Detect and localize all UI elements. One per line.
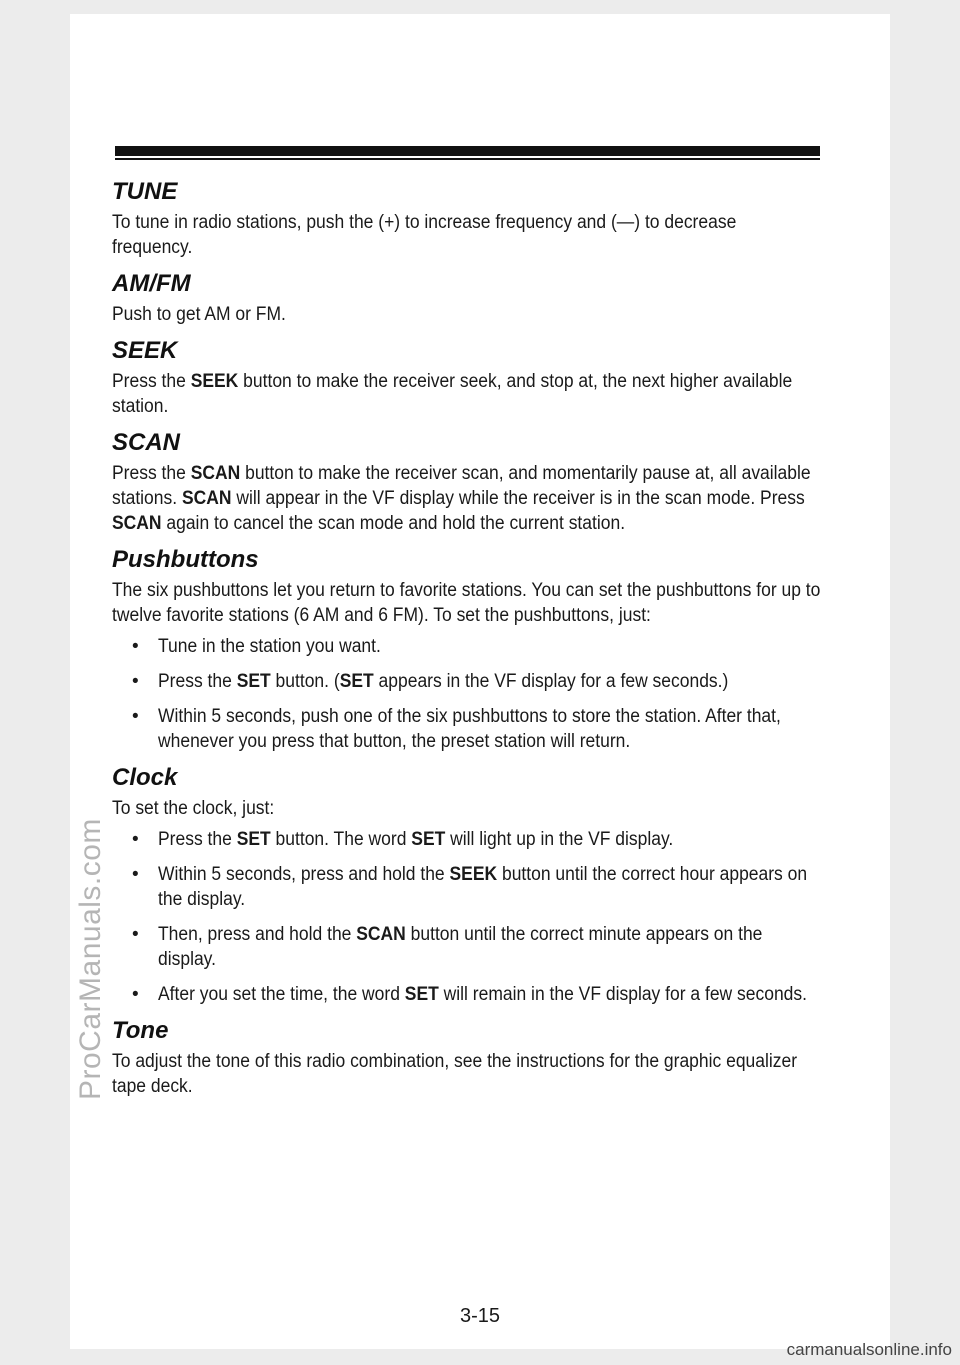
list-item: • Tune in the station you want. xyxy=(132,636,381,657)
section-body: Press the SEEK button to make the receiver seek, and stop at, the next higher available station. xyxy=(112,371,793,417)
bullet-icon: • xyxy=(132,984,139,1005)
section-tune xyxy=(112,178,822,260)
bullet-icon: • xyxy=(132,924,139,945)
section-scan xyxy=(112,429,822,536)
section-heading: SEEK xyxy=(112,337,178,364)
section-heading: Clock xyxy=(112,764,178,791)
section-seek xyxy=(112,337,822,419)
pushbuttons-steps xyxy=(112,634,822,754)
bullet-icon: • xyxy=(132,706,139,727)
footer-site-text: carmanualsonline.info xyxy=(786,1340,952,1359)
section-body: Push to get AM or FM. xyxy=(112,304,286,325)
list-item: • After you set the time, the word SET will remain in the VF display for a few seconds. xyxy=(132,984,808,1005)
section-heading: TUNE xyxy=(112,178,178,205)
list-item: • Within 5 seconds, press and hold the SEEK button until the correct hour appears on the display. xyxy=(132,864,808,910)
section-pushbuttons xyxy=(112,546,822,754)
list-item: • Press the SET button. (SET appears in the VF display for a few seconds.) xyxy=(132,671,729,692)
list-item: • Then, press and hold the SCAN button until the correct minute appears on the display. xyxy=(132,924,763,970)
section-body: The six pushbuttons let you return to favorite stations. You can set the pushbuttons for up to twelve favorite stations (6 AM and 6 FM). To set the pushbuttons, just: xyxy=(112,580,821,626)
watermark: ProCarManuals.com xyxy=(74,818,107,1100)
section-amfm xyxy=(112,270,822,327)
page-number: 3-15 xyxy=(459,1305,501,1327)
section-clock xyxy=(112,764,822,1007)
bullet-icon: • xyxy=(132,636,139,657)
section-body: Press the SCAN button to make the receiver scan, and momentarily pause at, all available stations. SCAN will appear in the VF display while the receiver is in the scan mode. Press SCAN again to cancel the scan mode and hold the current station. xyxy=(112,463,811,534)
section-heading: Tone xyxy=(112,1017,169,1044)
section-body: To tune in radio stations, push the (+) to increase frequency and (—) to decrease frequency. xyxy=(112,212,737,258)
header-rule xyxy=(115,146,820,156)
section-tone xyxy=(112,1017,822,1099)
clock-steps xyxy=(112,827,822,1007)
list-item: • Press the SET button. The word SET will light up in the VF display. xyxy=(132,829,674,850)
section-heading: SCAN xyxy=(112,429,181,456)
section-heading: Pushbuttons xyxy=(112,546,259,573)
bullet-icon: • xyxy=(132,671,139,692)
section-heading: AM/FM xyxy=(112,270,191,297)
bullet-icon: • xyxy=(132,829,139,850)
section-body: To adjust the tone of this radio combination, see the instructions for the graphic equalizer tape deck. xyxy=(112,1051,798,1097)
list-item: • Within 5 seconds, push one of the six pushbuttons to store the station. After that, whenever you press that button, the preset station will return. xyxy=(132,706,781,752)
bullet-icon: • xyxy=(132,864,139,885)
section-body: To set the clock, just: xyxy=(112,798,275,819)
page-content xyxy=(112,178,822,1109)
